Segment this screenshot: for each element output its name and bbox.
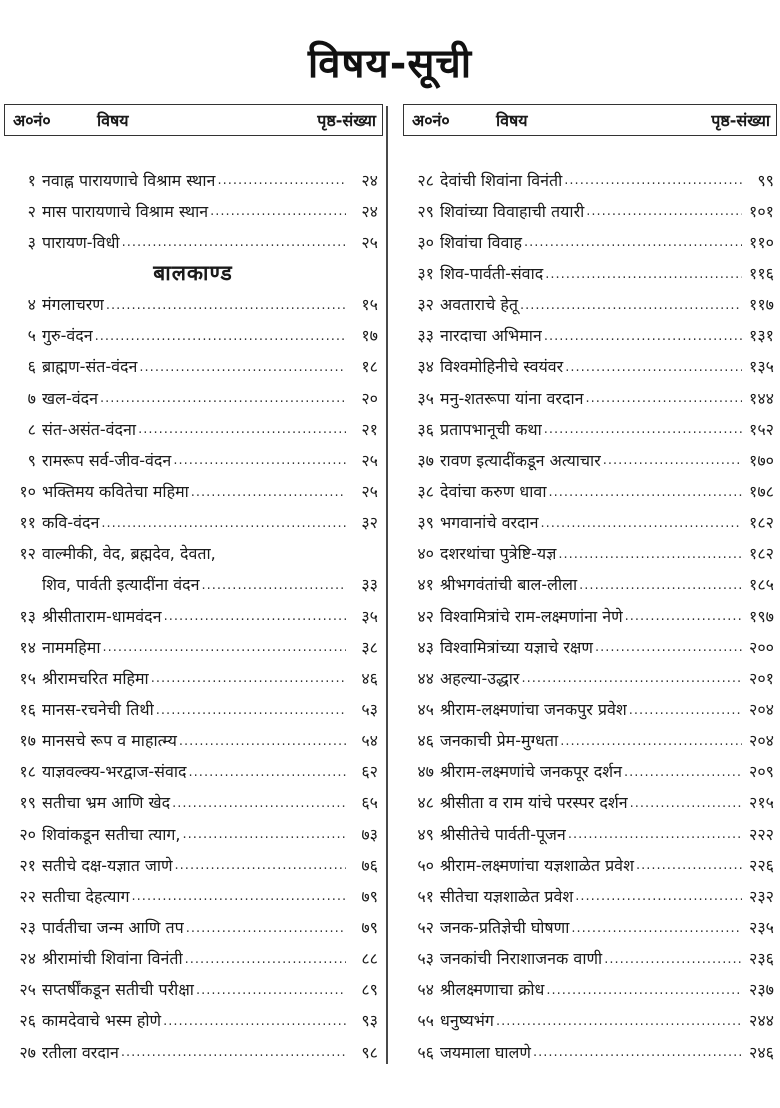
entry-page: १८२ — [749, 544, 774, 564]
entry-subject: मंगलाचरण — [42, 295, 104, 315]
entry-number: ३ — [27, 232, 36, 252]
entry-subject: भक्तिमय कवितेचा महिमा — [42, 481, 189, 501]
toc-entry[interactable] — [406, 289, 774, 320]
toc-entry[interactable] — [8, 631, 378, 662]
dot-leader — [186, 921, 346, 943]
toc-entry[interactable] — [8, 911, 378, 942]
dot-leader — [541, 516, 742, 538]
entry-page: १८५ — [749, 575, 774, 595]
toc-entry[interactable] — [8, 1005, 378, 1036]
entry-subject: दशरथांचा पुत्रेष्टि-यज्ञ — [440, 544, 557, 564]
toc-entry[interactable] — [406, 693, 774, 724]
toc-entry[interactable] — [406, 475, 774, 506]
entry-page: ८९ — [361, 980, 378, 1000]
entry-page: ३२ — [361, 513, 378, 533]
toc-entry[interactable] — [406, 600, 774, 631]
entry-subject: सीतेचा यज्ञशाळेत प्रवेश — [440, 886, 574, 906]
entry-number: १९ — [19, 793, 36, 813]
dot-leader — [625, 609, 742, 631]
entry-subject: पारायण-विधी — [42, 232, 120, 252]
dot-leader — [101, 516, 346, 538]
entry-subject: कवि-वंदन — [42, 513, 100, 533]
entry-subject: खल-वंदन — [42, 388, 98, 408]
entry-number: २७ — [19, 1042, 36, 1062]
entry-number: ५२ — [417, 917, 434, 937]
entry-subject: धनुष्यभंग — [440, 1011, 494, 1031]
dot-leader — [100, 391, 346, 413]
toc-entry[interactable] — [406, 756, 774, 787]
entry-subject: सतीचा भ्रम आणि खेद — [42, 793, 171, 813]
toc-entry[interactable] — [8, 725, 378, 756]
entry-page: ३८ — [361, 637, 378, 657]
entry-page: ९३ — [361, 1011, 378, 1031]
entry-subject: रतीला वरदान — [42, 1042, 119, 1062]
entry-page: ९८ — [361, 1042, 378, 1062]
entry-page: ४६ — [361, 668, 378, 688]
header-serial-number: अ०नं० — [412, 111, 450, 130]
entry-page: १८ — [361, 357, 378, 377]
entry-page: ३५ — [361, 606, 378, 626]
table-header-right — [403, 104, 777, 136]
entry-number: ३६ — [417, 419, 434, 439]
dot-leader — [217, 173, 346, 195]
entry-page: २५ — [361, 481, 378, 501]
toc-entry[interactable] — [8, 320, 378, 351]
entry-number: ५१ — [417, 886, 434, 906]
entry-number: ५० — [417, 855, 434, 875]
entry-page: १३५ — [749, 357, 774, 377]
entry-number: ५६ — [417, 1042, 434, 1062]
dot-leader — [586, 204, 742, 226]
entry-page: १७० — [749, 450, 774, 470]
toc-entry[interactable] — [406, 164, 774, 195]
entry-subject: मानसचे रूप व माहात्म्य — [42, 731, 177, 751]
header-subject: विषय — [97, 111, 129, 130]
dot-leader — [138, 422, 346, 444]
entry-page: २५ — [361, 232, 378, 252]
entry-number: ४७ — [417, 762, 434, 782]
dot-leader — [595, 640, 742, 662]
entry-number: २४ — [19, 949, 36, 969]
entry-number: ४६ — [417, 731, 434, 751]
entry-number: ४४ — [417, 668, 434, 688]
dot-leader — [560, 734, 742, 756]
toc-entry[interactable] — [8, 880, 378, 911]
dot-leader — [565, 360, 742, 382]
toc-entry[interactable] — [8, 164, 378, 195]
entry-page: ७३ — [361, 824, 378, 844]
toc-entry[interactable] — [406, 725, 774, 756]
entry-page: ६२ — [361, 762, 378, 782]
dot-leader — [191, 485, 346, 507]
entry-subject: श्रीसीताराम-धामवंदन — [42, 606, 162, 626]
entry-page: १५२ — [749, 419, 774, 439]
entry-subject: श्रीराम-लक्ष्मणांचा जनकपुर प्रवेश — [440, 699, 627, 719]
toc-entry[interactable] — [8, 600, 378, 631]
toc-entry[interactable] — [8, 693, 378, 724]
entry-subject: विश्वामित्रांचे राम-लक्ष्मणांना नेणे — [440, 606, 623, 626]
entry-page: २१ — [361, 419, 378, 439]
toc-entry[interactable] — [406, 382, 774, 413]
dot-leader — [172, 796, 346, 818]
dot-leader — [546, 983, 742, 1005]
entry-number: ४० — [417, 544, 434, 564]
entry-number: १० — [19, 481, 36, 501]
toc-entry[interactable] — [8, 756, 378, 787]
dot-leader — [603, 453, 742, 475]
header-page-number: पृष्ठ-संख्या — [317, 111, 376, 130]
toc-entry[interactable] — [406, 631, 774, 662]
entry-number: ३३ — [417, 326, 434, 346]
entry-number: २१ — [19, 855, 36, 875]
entry-number: १४ — [19, 637, 36, 657]
entry-number: १८ — [19, 762, 36, 782]
header-page-number: पृष्ठ-संख्या — [711, 111, 770, 130]
dot-leader — [196, 983, 346, 1005]
entry-subject: जनकाची प्रेम-मुग्धता — [440, 731, 559, 751]
entry-page: ६५ — [361, 793, 378, 813]
toc-entry[interactable] — [8, 475, 378, 506]
entry-subject: जयमाला घालणे — [440, 1042, 531, 1062]
dot-leader — [175, 858, 346, 880]
toc-entry[interactable] — [8, 818, 378, 849]
entry-number: २८ — [417, 170, 434, 190]
entry-number: ११ — [19, 513, 36, 533]
entry-subject: गुरु-वंदन — [42, 326, 93, 346]
entry-number: २९ — [417, 201, 434, 221]
toc-entry[interactable] — [8, 662, 378, 693]
header-serial-number: अ०नं० — [13, 111, 51, 130]
dot-leader — [106, 298, 346, 320]
entry-page: ८८ — [361, 949, 378, 969]
entry-number: ३४ — [417, 357, 434, 377]
toc-column-left — [8, 164, 378, 1067]
dot-leader — [496, 1014, 742, 1036]
page-title: विषय-सूची — [307, 41, 473, 87]
entry-number: ३५ — [417, 388, 434, 408]
entry-subject: विश्वमोहिनीचे स्वयंवर — [440, 357, 564, 377]
toc-entry[interactable] — [8, 351, 378, 382]
toc-entry[interactable] — [8, 569, 378, 600]
dot-leader — [564, 173, 742, 195]
dot-leader — [164, 609, 346, 631]
dot-leader — [544, 329, 742, 351]
entry-number: १५ — [19, 668, 36, 688]
entry-number: ४८ — [417, 793, 434, 813]
dot-leader — [579, 578, 742, 600]
dot-leader — [545, 267, 742, 289]
dot-leader — [210, 204, 346, 226]
entry-number: ५३ — [417, 949, 434, 969]
toc-entry[interactable] — [8, 538, 378, 569]
entry-subject: जनक-प्रतिज्ञेची घोषणा — [440, 917, 570, 937]
toc-entry[interactable] — [406, 787, 774, 818]
entry-page: १०१ — [749, 201, 774, 221]
entry-subject: श्रीसीतेचे पार्वती-पूजन — [440, 824, 566, 844]
entry-subject: शिव-पार्वती-संवाद — [440, 263, 544, 283]
entry-page: ९९ — [757, 170, 774, 190]
entry-subject: शिवांचा विवाह — [440, 232, 523, 252]
entry-page: ७९ — [361, 917, 378, 937]
dot-leader — [520, 298, 742, 320]
entry-subject: श्रीराम-लक्ष्मणांचा यज्ञशाळेत प्रवेश — [440, 855, 634, 875]
header-subject: विषय — [496, 111, 528, 130]
toc-list-right — [406, 164, 774, 1067]
toc-entry[interactable] — [8, 787, 378, 818]
dot-leader — [95, 329, 346, 351]
entry-number: ४१ — [417, 575, 434, 595]
entry-page: १७८ — [749, 481, 774, 501]
toc-entry[interactable] — [8, 943, 378, 974]
entry-page: २३७ — [749, 980, 774, 1000]
entry-page: १४४ — [749, 388, 774, 408]
toc-entry[interactable] — [406, 943, 774, 974]
entry-number: १३ — [19, 606, 36, 626]
entry-number: ४ — [27, 295, 36, 315]
entry-page: २२६ — [749, 855, 774, 875]
entry-subject: अवताराचे हेतू — [440, 295, 518, 315]
section-heading-balkand: बालकाण्ड — [153, 260, 233, 285]
entry-subject: याज्ञवल्क्य-भरद्वाज-संवाद — [42, 762, 187, 782]
toc-entry[interactable] — [406, 662, 774, 693]
entry-subject: श्रीरामांची शिवांना विनंती — [42, 949, 183, 969]
entry-page: २०१ — [749, 668, 774, 688]
entry-subject: श्रीभगवंतांची बाल-लीला — [440, 575, 578, 595]
entry-number: ४३ — [417, 637, 434, 657]
dot-leader — [132, 889, 346, 911]
entry-number: ३९ — [417, 513, 434, 533]
toc-entry[interactable] — [406, 849, 774, 880]
entry-subject: श्रीसीता व राम यांचे परस्पर दर्शन — [440, 793, 628, 813]
toc-entry[interactable] — [406, 257, 774, 288]
toc-entry[interactable] — [406, 195, 774, 226]
entry-page: २०९ — [749, 762, 774, 782]
entry-subject: जनकांची निराशाजनक वाणी — [440, 949, 603, 969]
entry-subject: भगवानांचे वरदान — [440, 513, 539, 533]
entry-number: १२ — [19, 544, 36, 564]
entry-subject: नाममहिमा — [42, 637, 101, 657]
entry-number: ८ — [27, 419, 36, 439]
entry-number: ७ — [27, 388, 36, 408]
dot-leader — [122, 235, 346, 257]
entry-page: २३५ — [749, 917, 774, 937]
entry-subject: पार्वतीचा जन्म आणि तप — [42, 917, 184, 937]
dot-leader — [568, 827, 742, 849]
entry-subject: देवांची शिवांना विनंती — [440, 170, 563, 190]
column-divider — [386, 106, 388, 1064]
toc-entry[interactable] — [8, 1036, 378, 1067]
entry-number: २६ — [19, 1011, 36, 1031]
entry-subject: सतीचे दक्ष-यज्ञात जाणे — [42, 855, 173, 875]
entry-page: ११० — [749, 232, 774, 252]
entry-number: १ — [27, 170, 36, 190]
entry-number: ९ — [27, 450, 36, 470]
dot-leader — [103, 640, 346, 662]
toc-entry[interactable] — [406, 911, 774, 942]
dot-leader — [189, 765, 346, 787]
entry-subject: सतीचा देहत्याग — [42, 886, 130, 906]
dot-leader — [139, 360, 346, 382]
dot-leader — [604, 952, 742, 974]
entry-page: ११७ — [749, 295, 774, 315]
toc-entry[interactable] — [406, 320, 774, 351]
dot-leader — [163, 1014, 346, 1036]
entry-page: २३६ — [749, 949, 774, 969]
entry-page: २२२ — [749, 824, 774, 844]
dot-leader — [521, 671, 742, 693]
entry-subject: अहल्या-उद्धार — [440, 668, 520, 688]
entry-subject: प्रतापभानूची कथा — [440, 419, 542, 439]
entry-subject: शिवांच्या विवाहाची तयारी — [440, 201, 585, 221]
toc-entry[interactable] — [406, 351, 774, 382]
entry-subject: विश्वामित्रांच्या यज्ञाचे रक्षण — [440, 637, 593, 657]
entry-subject: ब्राह्मण-संत-वंदन — [42, 357, 138, 377]
entry-number: १७ — [19, 731, 36, 751]
entry-subject: रावण इत्यादींकडून अत्याचार — [440, 450, 601, 470]
entry-page: १७ — [361, 326, 378, 346]
entry-page: २०० — [749, 637, 774, 657]
entry-page: १९७ — [749, 606, 774, 626]
dot-leader — [156, 703, 346, 725]
entry-subject: शिवांकडून सतीचा त्याग, — [42, 824, 181, 844]
entry-subject: वाल्मीकी, वेद, ब्रह्मदेव, देवता, — [42, 544, 216, 564]
entry-number: ५ — [27, 326, 36, 346]
entry-page: ५४ — [361, 731, 378, 751]
table-header-left — [4, 104, 383, 136]
entry-subject: देवांचा करुण धावा — [440, 481, 547, 501]
dot-leader — [624, 765, 742, 787]
entry-page: ३३ — [361, 575, 378, 595]
toc-entry[interactable] — [406, 444, 774, 475]
toc-entry[interactable] — [8, 507, 378, 538]
entry-page: ११६ — [749, 263, 774, 283]
entry-subject: सप्तर्षींकडून सतीची परीक्षा — [42, 980, 194, 1000]
entry-number: २५ — [19, 980, 36, 1000]
entry-number: ५५ — [417, 1011, 434, 1031]
dot-leader — [524, 235, 742, 257]
toc-entry[interactable] — [8, 226, 378, 257]
entry-number: २२ — [19, 886, 36, 906]
entry-number: ३२ — [417, 295, 434, 315]
entry-number: १६ — [19, 699, 36, 719]
entry-subject: रामरूप सर्व-जीव-वंदन — [42, 450, 172, 470]
entry-number: ३० — [417, 232, 434, 252]
entry-page: २५ — [361, 450, 378, 470]
entry-page: ५३ — [361, 699, 378, 719]
entry-subject: मास पारायणाचे विश्राम स्थान — [42, 201, 209, 221]
entry-page: ७९ — [361, 886, 378, 906]
toc-entry[interactable] — [406, 818, 774, 849]
entry-subject: शिव, पार्वती इत्यादींना वंदन — [42, 575, 200, 595]
dot-leader — [629, 703, 742, 725]
entry-subject: नवाह्न पारायणाचे विश्राम स्थान — [42, 170, 216, 190]
entry-page: २४ — [361, 170, 378, 190]
toc-column-right — [406, 164, 774, 1067]
dot-leader — [185, 952, 346, 974]
entry-page: २४४ — [749, 1011, 774, 1031]
toc-entry[interactable] — [406, 974, 774, 1005]
entry-number: ४२ — [417, 606, 434, 626]
entry-page: ७६ — [361, 855, 378, 875]
entry-subject: मानस-रचनेची तिथी — [42, 699, 154, 719]
toc-entry[interactable] — [406, 569, 774, 600]
dot-leader — [630, 796, 742, 818]
entry-subject: कामदेवाचे भस्म होणे — [42, 1011, 162, 1031]
entry-number: ५४ — [417, 980, 434, 1000]
entry-page: २०४ — [749, 731, 774, 751]
dot-leader — [121, 1045, 346, 1067]
toc-entry[interactable] — [406, 1036, 774, 1067]
dot-leader — [544, 422, 742, 444]
entry-page: २३२ — [749, 886, 774, 906]
dot-leader — [585, 391, 742, 413]
entry-subject: श्रीरामचरित महिमा — [42, 668, 149, 688]
toc-entry[interactable] — [406, 880, 774, 911]
entry-number: ४९ — [417, 824, 434, 844]
entry-subject: संत-असंत-वंदना — [42, 419, 137, 439]
entry-page: २४ — [361, 201, 378, 221]
entry-number: ४५ — [417, 699, 434, 719]
entry-number: २ — [27, 201, 36, 221]
dot-leader — [151, 671, 346, 693]
toc-entry[interactable] — [406, 538, 774, 569]
toc-list-left — [8, 289, 378, 1068]
toc-entry[interactable] — [8, 974, 378, 1005]
dot-leader — [571, 921, 742, 943]
entry-page: १५ — [361, 295, 378, 315]
toc-entry[interactable] — [8, 413, 378, 444]
dot-leader — [636, 858, 742, 880]
toc-entry[interactable] — [406, 1005, 774, 1036]
dot-leader — [548, 485, 742, 507]
entry-page: १८२ — [749, 513, 774, 533]
entry-page: १३१ — [749, 326, 774, 346]
entry-number: २३ — [19, 917, 36, 937]
toc-entry[interactable] — [8, 444, 378, 475]
dot-leader — [218, 562, 346, 569]
toc-entry[interactable] — [406, 413, 774, 444]
toc-entry[interactable] — [406, 226, 774, 257]
dot-leader — [558, 547, 742, 569]
toc-entry[interactable] — [8, 195, 378, 226]
entry-number: ३८ — [417, 481, 434, 501]
toc-entry[interactable] — [8, 382, 378, 413]
entry-number: ३७ — [417, 450, 434, 470]
entry-page: २४६ — [749, 1042, 774, 1062]
entry-page: २१५ — [749, 793, 774, 813]
dot-leader — [179, 734, 346, 756]
dot-leader — [575, 889, 742, 911]
entry-number: ६ — [27, 357, 36, 377]
entry-subject: नारदाचा अभिमान — [440, 326, 542, 346]
toc-entry[interactable] — [8, 289, 378, 320]
dot-leader — [183, 827, 346, 849]
entry-subject: श्रीराम-लक्ष्मणांचे जनकपूर दर्शन — [440, 762, 623, 782]
dot-leader — [533, 1045, 742, 1067]
entry-number: ३१ — [417, 263, 434, 283]
entry-number: २० — [19, 824, 36, 844]
dot-leader — [202, 578, 346, 600]
toc-entry[interactable] — [8, 849, 378, 880]
entry-subject: श्रीलक्ष्मणाचा क्रोध — [440, 980, 545, 1000]
entry-subject: मनु-शतरूपा यांना वरदान — [440, 388, 584, 408]
entry-page: २०४ — [749, 699, 774, 719]
toc-entry[interactable] — [406, 507, 774, 538]
entry-page: २० — [361, 388, 378, 408]
dot-leader — [173, 453, 346, 475]
